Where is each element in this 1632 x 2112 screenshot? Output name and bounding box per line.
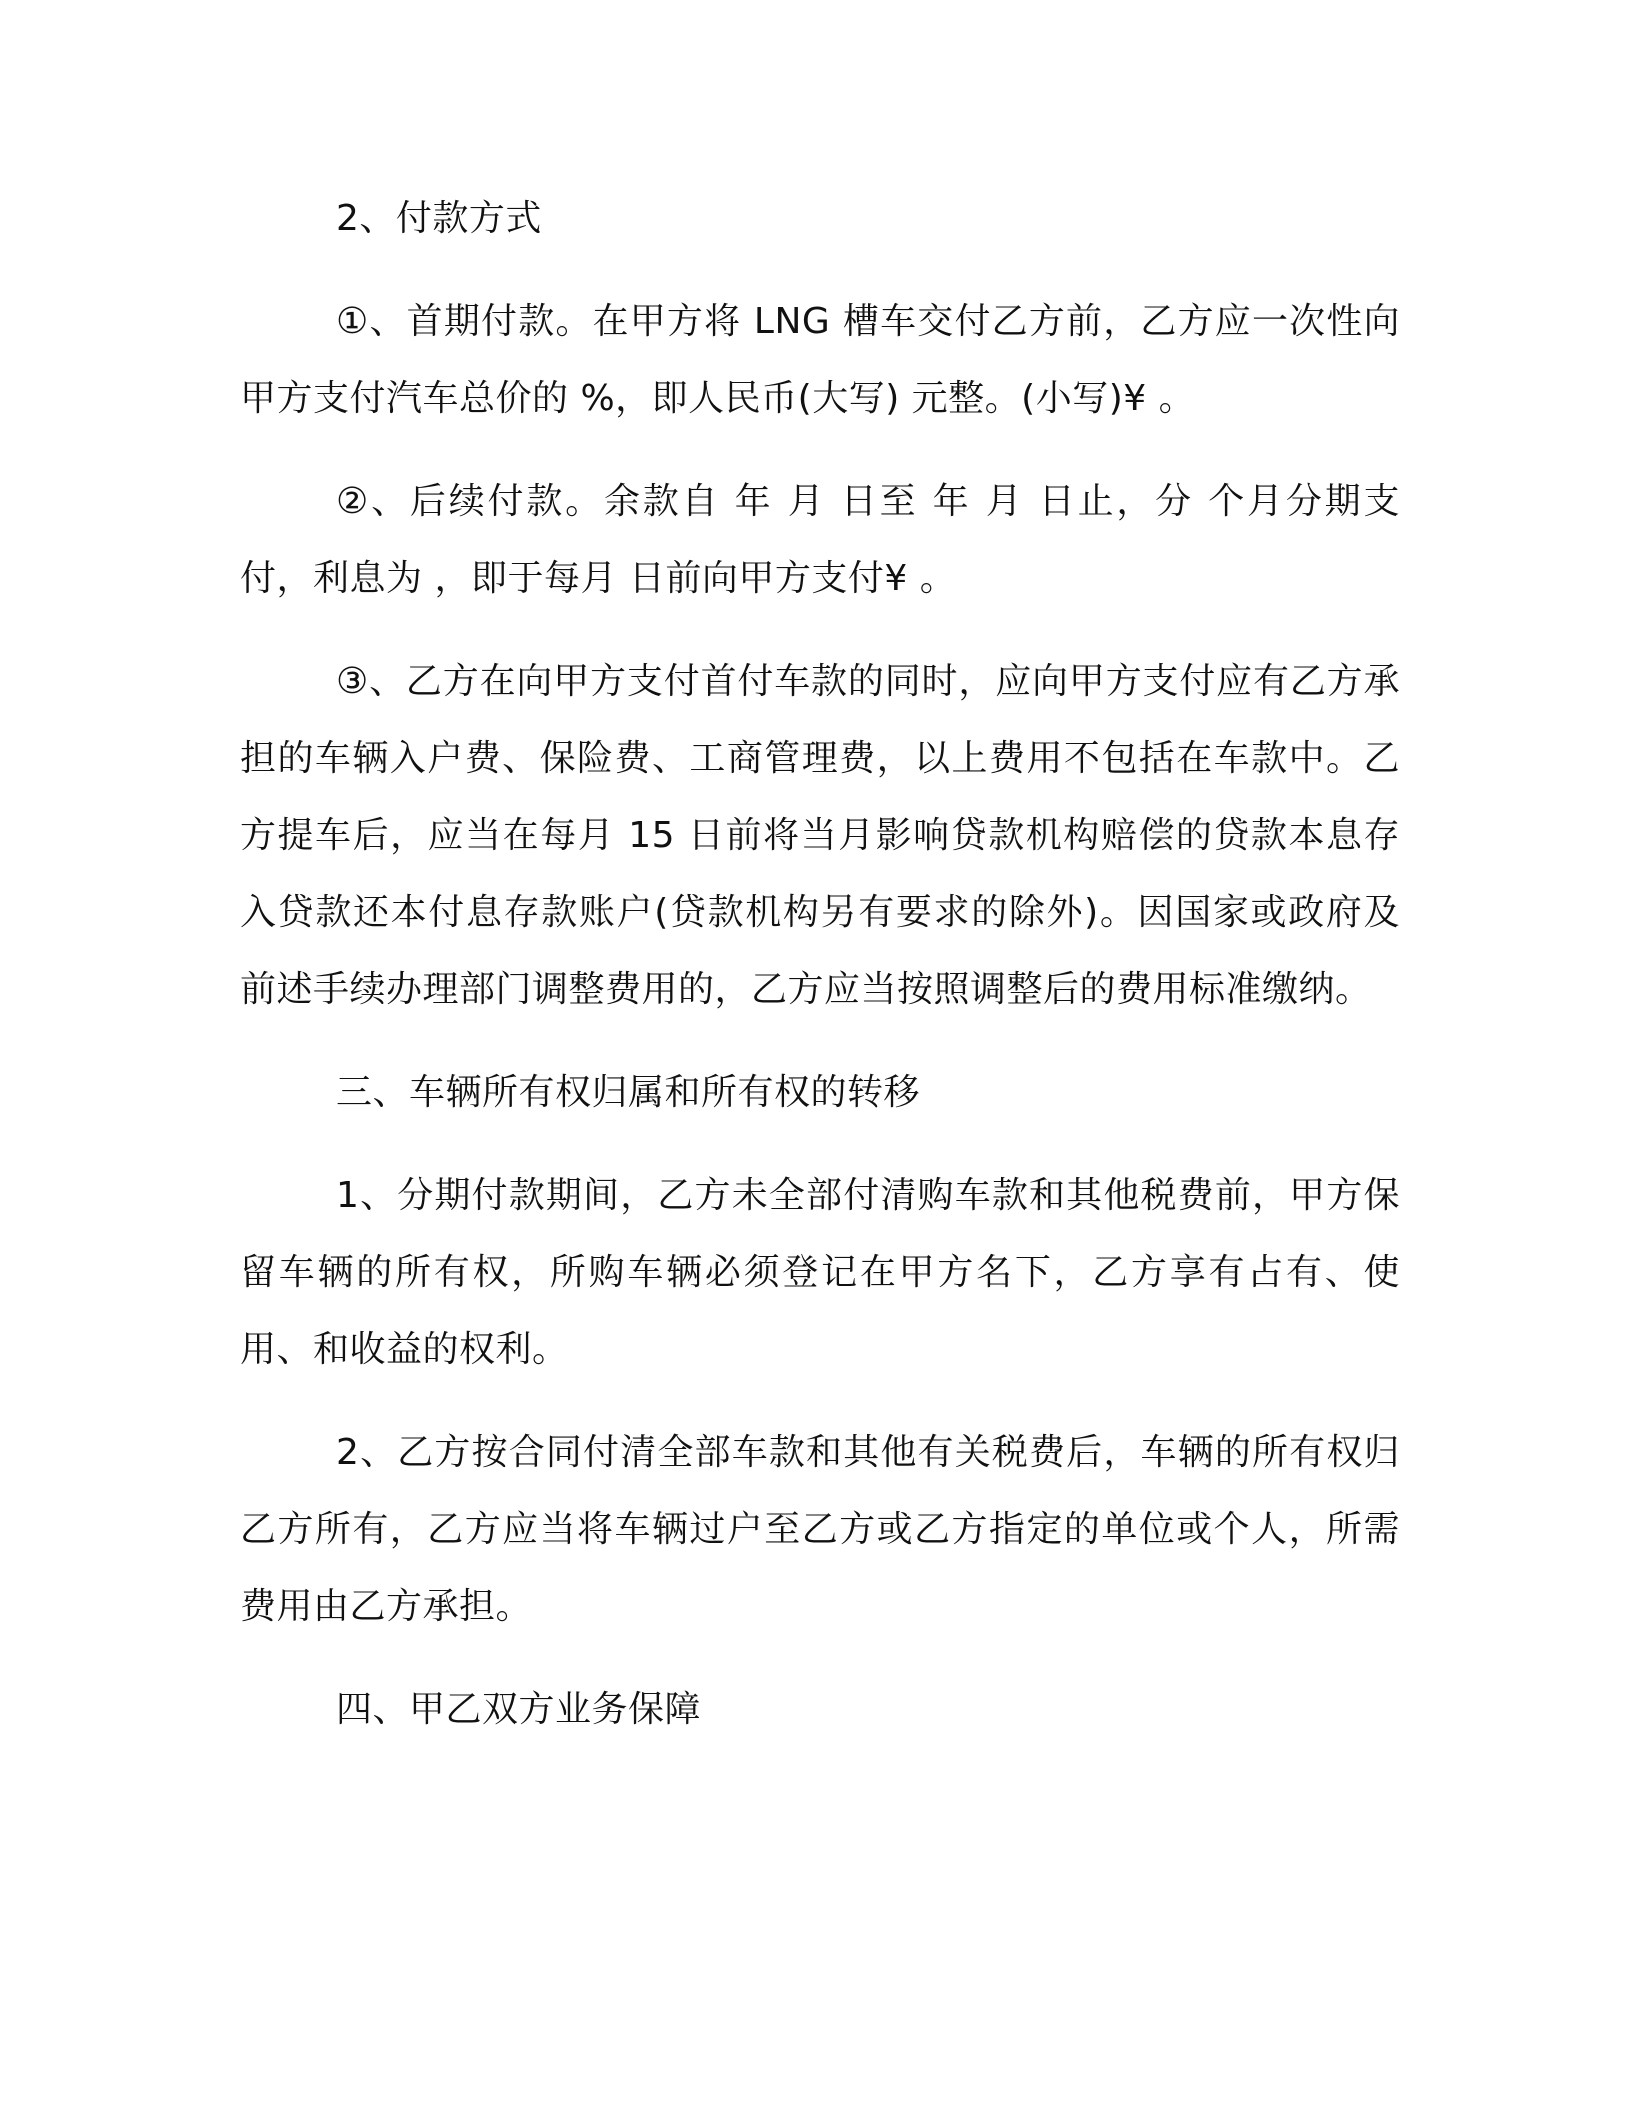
paragraph-ownership-during-installment: 1、分期付款期间，乙方未全部付清购车款和其他税费前，甲方保留车辆的所有权，所购车辆必须登记在甲方名下，乙方享有占有、使用、和收益的权利。 <box>240 1175 1400 1370</box>
section-heading-ownership: 三、车辆所有权归属和所有权的转移 <box>336 1072 921 1113</box>
section-heading-guarantees: 四、甲乙双方业务保障 <box>336 1689 702 1730</box>
paragraph-ownership-transfer: 2、乙方按合同付清全部车款和其他有关税费后，车辆的所有权归乙方所有，乙方应当将车辆过户至乙方或乙方指定的单位或个人，所需费用由乙方承担。 <box>240 1432 1400 1627</box>
paragraph-fees: ③、乙方在向甲方支付首付车款的同时，应向甲方支付应有乙方承担的车辆入户费、保险费、工商管理费，以上费用不包括在车款中。乙方提车后，应当在每月 15 日前将当月影响贷款机构赔偿的贷款本息存入贷款还本付息存款账户(贷款机构另有要求的除外)。因国家或政府及前述手续办理部门调整费用的，乙方应当按照调整后的费用标准缴纳。 <box>240 661 1400 1010</box>
section-heading-payment-method: 2、付款方式 <box>336 198 542 239</box>
paragraph-down-payment: ①、首期付款。在甲方将 LNG 槽车交付乙方前，乙方应一次性向甲方支付汽车总价的 %，即人民币(大写) 元整。(小写)¥ 。 <box>240 301 1400 419</box>
document-body <box>240 180 1400 1774</box>
paragraph-installment-payment: ②、后续付款。余款自 年 月 日至 年 月 日止，分 个月分期支付，利息为 ，即于每月 日前向甲方支付¥ 。 <box>240 481 1400 599</box>
